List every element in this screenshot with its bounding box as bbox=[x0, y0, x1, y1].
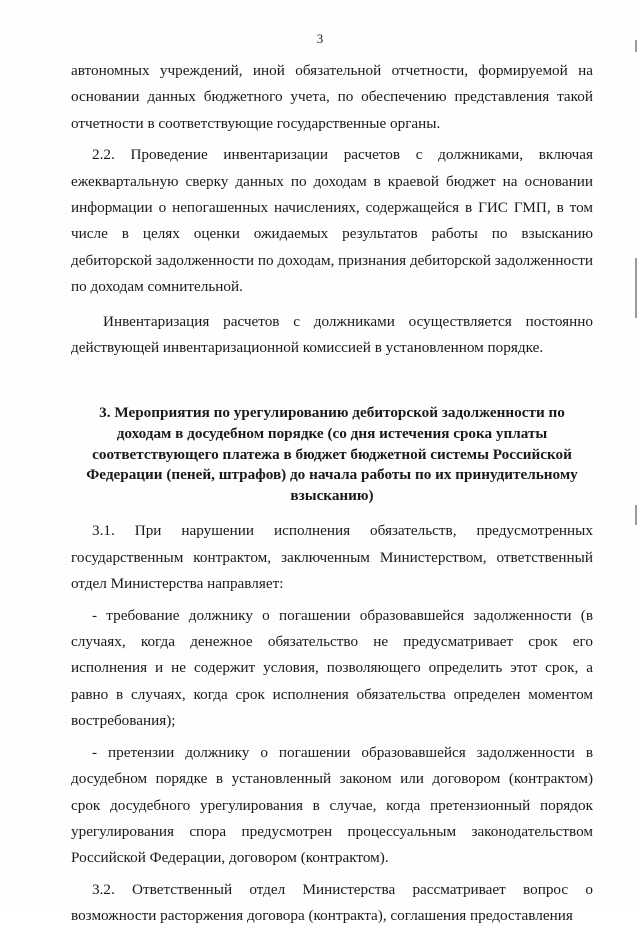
list-item-demand: - требование должнику о погашении образовавшейся задолженности (в случаях, когда денежное обязательство не предусматривает срок его исполнения и не содержит условия, позволяющего определить этот срок, а равно в случаях, когда срок исполнения обязательства определен моментом востребования); bbox=[71, 606, 593, 730]
paragraph-inventory: Инвентаризация расчетов с должниками осуществляется постоянно действующей инвентаризационной комиссией в установленном порядке. bbox=[71, 312, 593, 357]
page-number: 3 bbox=[316, 31, 324, 46]
paragraph-continuation: автономных учреждений, иной обязательной отчетности, формируемой на основании данных бюджетного учета, по обеспечению представления такой отчетности в соответствующие государственные органы. bbox=[71, 62, 593, 132]
page-body bbox=[71, 58, 593, 930]
list-item-claims: - претензии должнику о погашении образовавшейся задолженности в досудебном порядке в установленный законом или договором (контрактом) срок досудебного урегулирования в случае, когда претензионный порядок урегулирования спора предусмотрен процессуальным законодательством Российской Федерации, договором (контрактом). bbox=[71, 743, 593, 867]
paragraph-3-2: 3.2. Ответственный отдел Министерства рассматривает вопрос о возможности расторжения договора (контракта), соглашения предоставления bbox=[71, 880, 593, 925]
section-heading: 3. Мероприятия по урегулированию дебиторской задолженности по доходам в досудебном порядке (со дня истечения срока уплаты соответствующего платежа в бюджет бюджетной системы Российской Федерации (пеней, штрафов) до начала работы по их принудительному взысканию) bbox=[86, 404, 578, 504]
paragraph-3-1: 3.1. При нарушении исполнения обязательств, предусмотренных государственным контрактом, заключенным Министерством, ответственный отдел Министерства направляет: bbox=[71, 522, 593, 593]
paragraph-2-2: 2.2. Проведение инвентаризации расчетов с должниками, включая ежеквартальную сверку данных по доходам в краевой бюджет на основании информации о непогашенных начислениях, содержащейся в ГИС ГМП, в том числе в целях оценки ожидаемых результатов работы по взысканию дебиторской задолженности по доходам, признания дебиторской задолженности по доходам сомнительной. bbox=[71, 146, 593, 296]
scan-artifact bbox=[635, 40, 637, 52]
scan-artifact bbox=[635, 258, 637, 318]
scan-artifact bbox=[635, 505, 637, 525]
